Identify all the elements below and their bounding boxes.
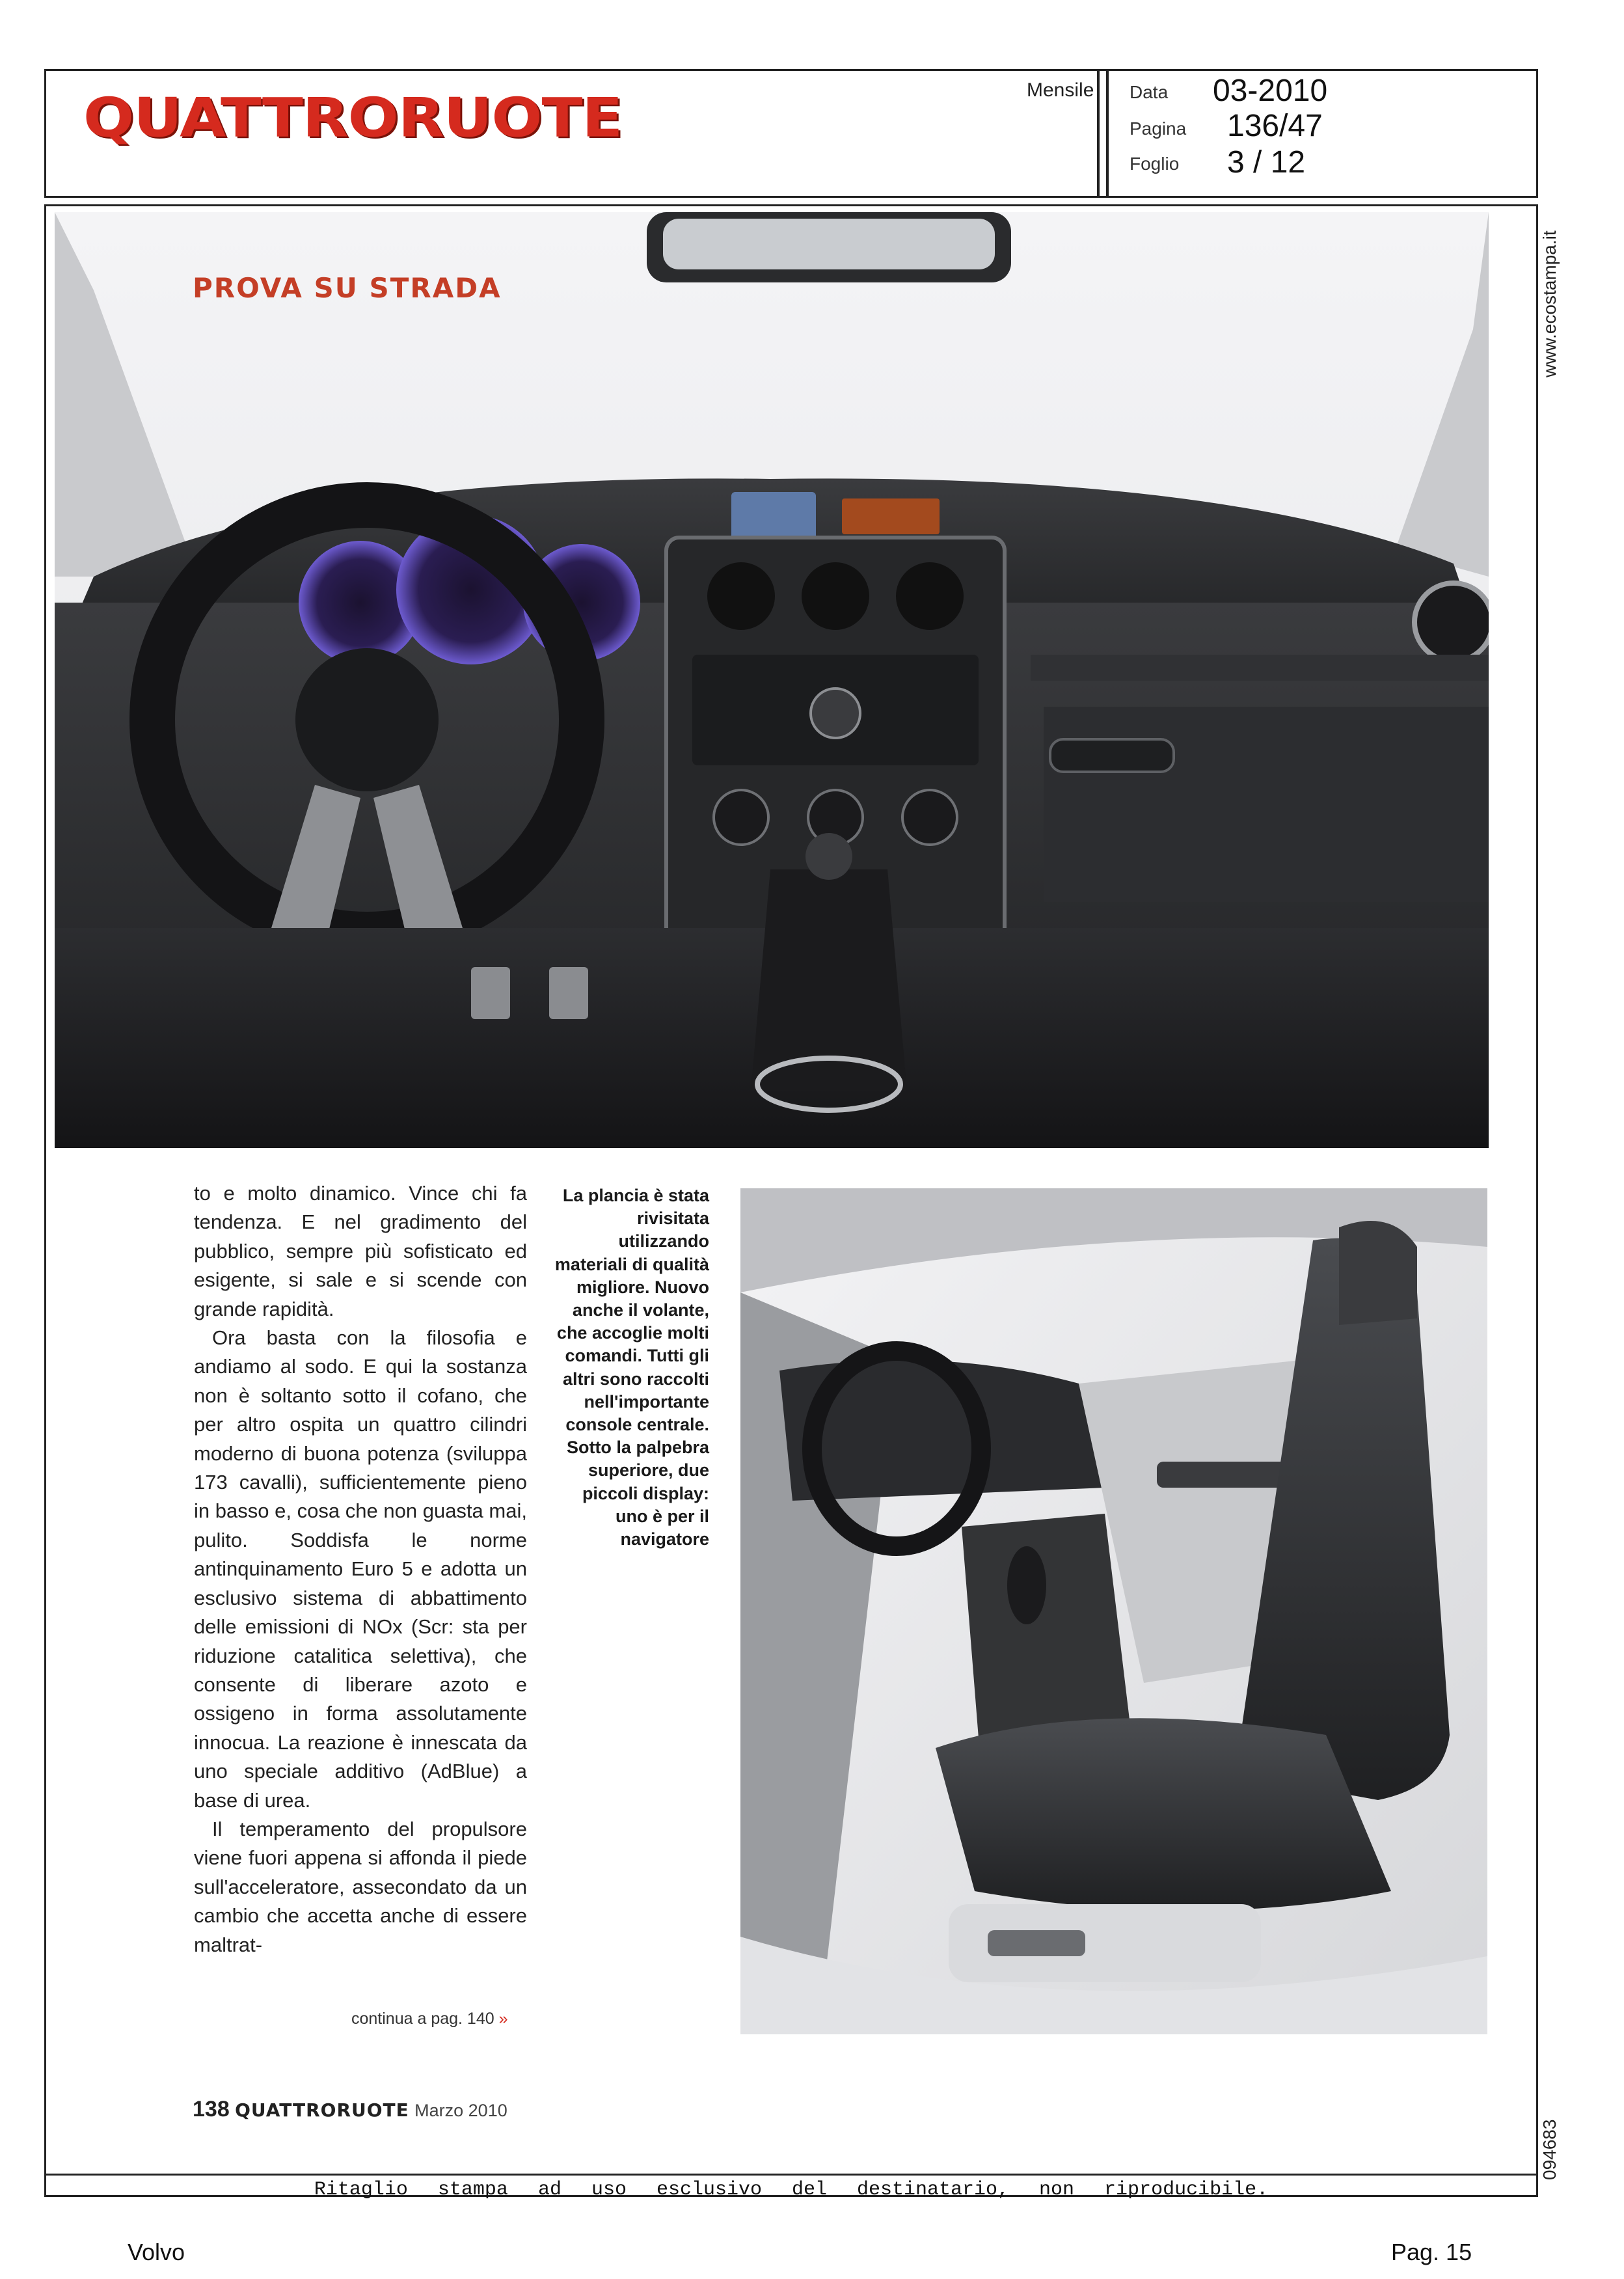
seats-photo [740, 1188, 1487, 2034]
folio-month: Marzo 2010 [414, 2101, 508, 2120]
magazine-logo: QUATTRORUOTE [83, 86, 623, 150]
section-title: PROVA SU STRADA [193, 272, 502, 304]
code-vertical: 094683 [1539, 2119, 1560, 2180]
dashboard-photo [55, 212, 1489, 1148]
magazine-folio [193, 2097, 508, 2122]
paragraph: Ora basta con la filosofia e andiamo al sodo. E qui la sostanza non è soltanto sotto il cofano, che per altro ospita un quattro cilindri moderno di buona potenza (sviluppa 173 cavalli), sufficientemente pieno in basso e, cosa che non guasta mai, pulito. Soddisfa le norme antinquinamento Euro 5 e adotta un esclusivo sistema di abbattimento delle emissioni di NOx (Scr: sta per riduzione catalitica selettiva), che consente di liberare azoto e ossigeno in forma assolutamente innocua. La reazione è innescata da uno speciale additivo (AdBlue) a base di urea. [194, 1326, 527, 1812]
photo-caption: La plancia è stata rivisitata utilizzando materiali di qualità migliore. Nuovo anche il volante, che accoglie molti comandi. Tutti gli altri sono raccolti nell'importante console centrale. Sotto la palpebra superiore, due piccoli display: uno è per il navigatore [554, 1186, 709, 1549]
continue-text: continua a pag. 140 [351, 2010, 494, 2028]
footer-client: Volvo [128, 2239, 185, 2265]
divider [44, 2174, 1538, 2176]
disclaimer: Ritaglio stampa ad uso esclusivo del destinatario, non riproducibile. [314, 2179, 1269, 2201]
header-divider [1106, 69, 1109, 198]
sheet-value: 3 / 12 [1227, 145, 1306, 180]
page-label: Pagina [1130, 118, 1187, 139]
continue-note [351, 2010, 508, 2028]
frequency-label: Mensile [1027, 79, 1094, 101]
article-body [194, 1179, 527, 1959]
paragraph: to e molto dinamico. Vince chi fa tendenza. E nel gradimento del pubblico, sempre più sofisticato ed esigente, si sale e si scende con grande rapidità. [194, 1182, 527, 1320]
paragraph: Il temperamento del propulsore viene fuori appena si affonda il piede sull'acceleratore, assecondato da un cambio che accetta anche di essere maltrat- [194, 1817, 527, 1956]
website-vertical: www.ecostampa.it [1539, 230, 1560, 377]
continue-arrow: » [498, 2010, 508, 2028]
footer-page: Pag. 15 [1391, 2239, 1472, 2265]
date-value: 03-2010 [1213, 74, 1328, 108]
page-value: 136/47 [1227, 109, 1323, 143]
folio-number: 138 [193, 2097, 230, 2122]
header-divider [1097, 69, 1100, 198]
folio-brand: QUATTRORUOTE [235, 2099, 409, 2121]
date-label: Data [1130, 82, 1169, 102]
sheet-label: Foglio [1130, 154, 1180, 174]
